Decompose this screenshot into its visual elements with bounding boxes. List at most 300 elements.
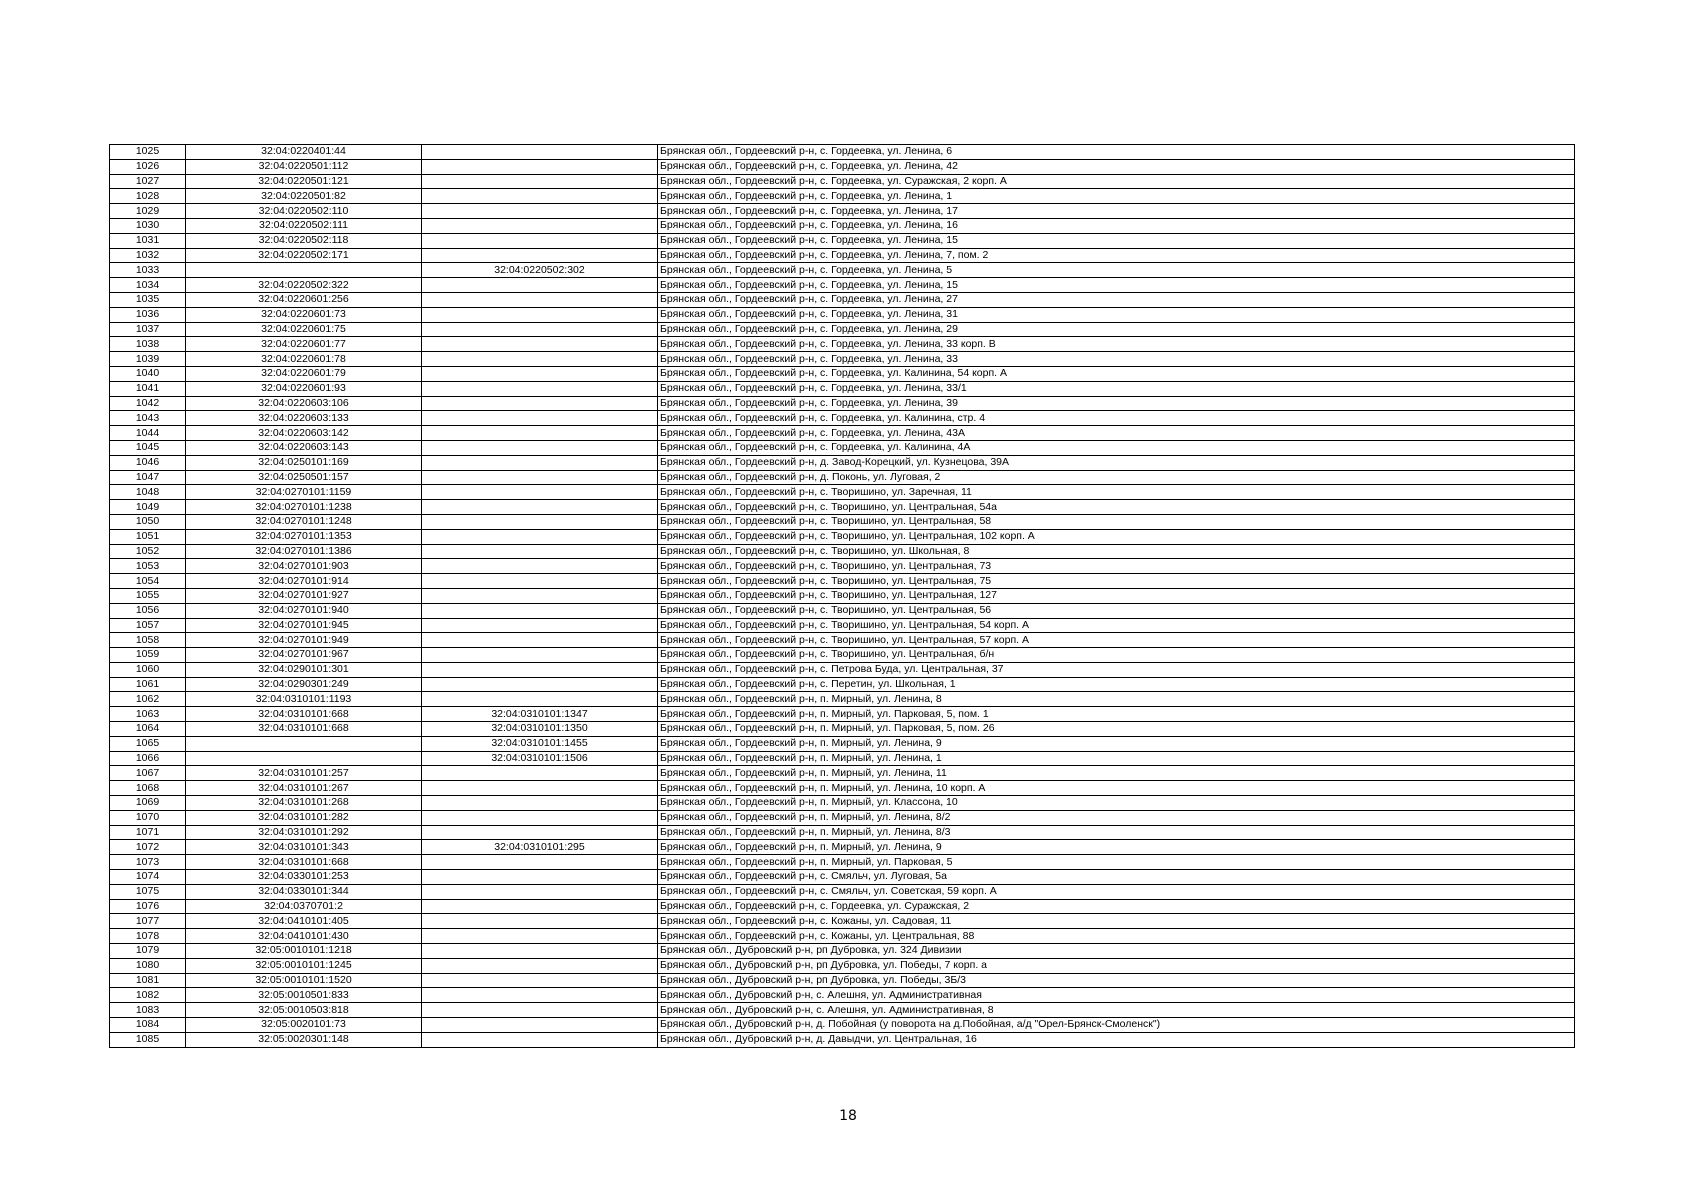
address-cell: Брянская обл., Гордеевский р-н, с. Гордеевка, ул. Суражская, 2 корп. А — [658, 174, 1575, 189]
related-cadastral-number-cell — [422, 914, 658, 929]
cadastral-number-cell: 32:04:0410101:405 — [186, 914, 422, 929]
table-row — [110, 352, 1575, 367]
table-row — [110, 988, 1575, 1003]
table-row — [110, 440, 1575, 455]
row-number-cell: 1062 — [110, 692, 186, 707]
row-number-cell: 1030 — [110, 218, 186, 233]
row-number-cell: 1085 — [110, 1032, 186, 1047]
related-cadastral-number-cell — [422, 145, 658, 160]
table-row — [110, 722, 1575, 737]
related-cadastral-number-cell — [422, 322, 658, 337]
related-cadastral-number-cell — [422, 529, 658, 544]
table-row — [110, 574, 1575, 589]
related-cadastral-number-cell — [422, 159, 658, 174]
row-number-cell: 1063 — [110, 707, 186, 722]
address-cell: Брянская обл., Гордеевский р-н, с. Смяльч, ул. Советская, 59 корп. А — [658, 884, 1575, 899]
row-number-cell: 1053 — [110, 559, 186, 574]
related-cadastral-number-cell — [422, 411, 658, 426]
related-cadastral-number-cell — [422, 810, 658, 825]
address-cell: Брянская обл., Гордеевский р-н, с. Творишино, ул. Центральная, 58 — [658, 514, 1575, 529]
table-row — [110, 870, 1575, 885]
cadastral-number-cell: 32:04:0220603:133 — [186, 411, 422, 426]
cadastral-number-cell: 32:04:0220502:118 — [186, 233, 422, 248]
related-cadastral-number-cell — [422, 662, 658, 677]
related-cadastral-number-cell — [422, 825, 658, 840]
related-cadastral-number-cell — [422, 233, 658, 248]
address-cell: Брянская обл., Гордеевский р-н, с. Гордеевка, ул. Калинина, стр. 4 — [658, 411, 1575, 426]
row-number-cell: 1081 — [110, 973, 186, 988]
row-number-cell: 1069 — [110, 796, 186, 811]
page-number: 18 — [839, 1108, 857, 1124]
table-row — [110, 426, 1575, 441]
row-number-cell: 1035 — [110, 292, 186, 307]
related-cadastral-number-cell — [422, 307, 658, 322]
cadastral-number-cell: 32:04:0310101:268 — [186, 796, 422, 811]
cadastral-number-cell: 32:04:0310101:668 — [186, 722, 422, 737]
cadastral-number-cell: 32:04:0270101:1386 — [186, 544, 422, 559]
address-cell: Брянская обл., Гордеевский р-н, с. Кожаны, ул. Центральная, 88 — [658, 929, 1575, 944]
cadastral-number-cell: 32:04:0310101:1193 — [186, 692, 422, 707]
cadastral-number-cell: 32:04:0270101:945 — [186, 618, 422, 633]
cadastral-number-cell: 32:04:0270101:903 — [186, 559, 422, 574]
address-cell: Брянская обл., Дубровский р-н, с. Алешня, ул. Административная, 8 — [658, 1003, 1575, 1018]
address-cell: Брянская обл., Гордеевский р-н, с. Гордеевка, ул. Ленина, 29 — [658, 322, 1575, 337]
related-cadastral-number-cell — [422, 485, 658, 500]
cadastral-number-cell: 32:04:0220502:171 — [186, 248, 422, 263]
table-row — [110, 810, 1575, 825]
related-cadastral-number-cell — [422, 574, 658, 589]
cadastral-number-cell — [186, 751, 422, 766]
row-number-cell: 1082 — [110, 988, 186, 1003]
related-cadastral-number-cell — [422, 455, 658, 470]
row-number-cell: 1040 — [110, 366, 186, 381]
cadastral-number-cell: 32:04:0270101:1248 — [186, 514, 422, 529]
address-cell: Брянская обл., Гордеевский р-н, с. Гордеевка, ул. Ленина, 15 — [658, 233, 1575, 248]
row-number-cell: 1041 — [110, 381, 186, 396]
table-row — [110, 396, 1575, 411]
address-cell: Брянская обл., Гордеевский р-н, п. Мирный, ул. Ленина, 8/2 — [658, 810, 1575, 825]
table-row — [110, 366, 1575, 381]
address-cell: Брянская обл., Гордеевский р-н, п. Мирный, ул. Парковая, 5, пом. 1 — [658, 707, 1575, 722]
address-cell: Брянская обл., Гордеевский р-н, с. Гордеевка, ул. Ленина, 1 — [658, 189, 1575, 204]
related-cadastral-number-cell — [422, 677, 658, 692]
address-cell: Брянская обл., Гордеевский р-н, с. Гордеевка, ул. Ленина, 33/1 — [658, 381, 1575, 396]
property-table-body — [110, 145, 1575, 1048]
address-cell: Брянская обл., Гордеевский р-н, с. Гордеевка, ул. Ленина, 5 — [658, 263, 1575, 278]
address-cell: Брянская обл., Гордеевский р-н, с. Гордеевка, ул. Ленина, 33 корп. В — [658, 337, 1575, 352]
table-row — [110, 411, 1575, 426]
related-cadastral-number-cell — [422, 292, 658, 307]
address-cell: Брянская обл., Гордеевский р-н, с. Гордеевка, ул. Ленина, 33 — [658, 352, 1575, 367]
cadastral-number-cell: 32:04:0270101:949 — [186, 633, 422, 648]
table-row — [110, 529, 1575, 544]
related-cadastral-number-cell — [422, 929, 658, 944]
table-row — [110, 751, 1575, 766]
row-number-cell: 1056 — [110, 603, 186, 618]
table-row — [110, 470, 1575, 485]
related-cadastral-number-cell — [422, 648, 658, 663]
related-cadastral-number-cell — [422, 278, 658, 293]
row-number-cell: 1032 — [110, 248, 186, 263]
row-number-cell: 1061 — [110, 677, 186, 692]
cadastral-number-cell: 32:05:0010501:833 — [186, 988, 422, 1003]
address-cell: Брянская обл., Гордеевский р-н, п. Мирный, ул. Ленина, 9 — [658, 840, 1575, 855]
row-number-cell: 1047 — [110, 470, 186, 485]
table-row — [110, 204, 1575, 219]
related-cadastral-number-cell — [422, 781, 658, 796]
row-number-cell: 1028 — [110, 189, 186, 204]
table-row — [110, 677, 1575, 692]
related-cadastral-number-cell — [422, 366, 658, 381]
cadastral-number-cell: 32:04:0410101:430 — [186, 929, 422, 944]
cadastral-number-cell: 32:04:0220601:73 — [186, 307, 422, 322]
row-number-cell: 1054 — [110, 574, 186, 589]
related-cadastral-number-cell: 32:04:0310101:1350 — [422, 722, 658, 737]
row-number-cell: 1029 — [110, 204, 186, 219]
address-cell: Брянская обл., Гордеевский р-н, п. Мирный, ул. Ленина, 11 — [658, 766, 1575, 781]
address-cell: Брянская обл., Гордеевский р-н, п. Мирный, ул. Парковая, 5, пом. 26 — [658, 722, 1575, 737]
row-number-cell: 1031 — [110, 233, 186, 248]
address-cell: Брянская обл., Гордеевский р-н, с. Творишино, ул. Заречная, 11 — [658, 485, 1575, 500]
related-cadastral-number-cell — [422, 618, 658, 633]
row-number-cell: 1068 — [110, 781, 186, 796]
row-number-cell: 1042 — [110, 396, 186, 411]
cadastral-number-cell — [186, 736, 422, 751]
address-cell: Брянская обл., Гордеевский р-н, с. Творишино, ул. Школьная, 8 — [658, 544, 1575, 559]
table-row — [110, 603, 1575, 618]
related-cadastral-number-cell — [422, 973, 658, 988]
row-number-cell: 1026 — [110, 159, 186, 174]
table-row — [110, 1018, 1575, 1033]
row-number-cell: 1074 — [110, 870, 186, 885]
table-row — [110, 337, 1575, 352]
row-number-cell: 1077 — [110, 914, 186, 929]
cadastral-number-cell: 32:04:0220502:110 — [186, 204, 422, 219]
cadastral-number-cell: 32:04:0270101:967 — [186, 648, 422, 663]
cadastral-number-cell: 32:04:0310101:292 — [186, 825, 422, 840]
address-cell: Брянская обл., Гордеевский р-н, с. Смяльч, ул. Луговая, 5а — [658, 870, 1575, 885]
address-cell: Брянская обл., Гордеевский р-н, п. Мирный, ул. Ленина, 10 корп. А — [658, 781, 1575, 796]
table-row — [110, 381, 1575, 396]
related-cadastral-number-cell — [422, 396, 658, 411]
address-cell: Брянская обл., Гордеевский р-н, д. Поконь, ул. Луговая, 2 — [658, 470, 1575, 485]
address-cell: Брянская обл., Гордеевский р-н, с. Творишино, ул. Центральная, 54а — [658, 500, 1575, 515]
row-number-cell: 1066 — [110, 751, 186, 766]
cadastral-number-cell: 32:04:0220502:111 — [186, 218, 422, 233]
table-row — [110, 1032, 1575, 1047]
related-cadastral-number-cell — [422, 988, 658, 1003]
table-row — [110, 633, 1575, 648]
table-row — [110, 825, 1575, 840]
address-cell: Брянская обл., Гордеевский р-н, с. Гордеевка, ул. Суражская, 2 — [658, 899, 1575, 914]
related-cadastral-number-cell — [422, 603, 658, 618]
table-row — [110, 559, 1575, 574]
cadastral-number-cell: 32:04:0220603:143 — [186, 440, 422, 455]
cadastral-number-cell: 32:05:0010503:818 — [186, 1003, 422, 1018]
row-number-cell: 1055 — [110, 588, 186, 603]
related-cadastral-number-cell — [422, 796, 658, 811]
table-row — [110, 707, 1575, 722]
row-number-cell: 1079 — [110, 944, 186, 959]
table-row — [110, 899, 1575, 914]
related-cadastral-number-cell: 32:04:0310101:1455 — [422, 736, 658, 751]
address-cell: Брянская обл., Гордеевский р-н, с. Гордеевка, ул. Ленина, 43А — [658, 426, 1575, 441]
table-row — [110, 618, 1575, 633]
related-cadastral-number-cell: 32:04:0310101:1347 — [422, 707, 658, 722]
cadastral-number-cell: 32:05:0020101:73 — [186, 1018, 422, 1033]
address-cell: Брянская обл., Гордеевский р-н, с. Гордеевка, ул. Ленина, 17 — [658, 204, 1575, 219]
row-number-cell: 1083 — [110, 1003, 186, 1018]
address-cell: Брянская обл., Дубровский р-н, д. Давыдчи, ул. Центральная, 16 — [658, 1032, 1575, 1047]
cadastral-number-cell: 32:04:0220501:121 — [186, 174, 422, 189]
row-number-cell: 1065 — [110, 736, 186, 751]
table-row — [110, 958, 1575, 973]
row-number-cell: 1067 — [110, 766, 186, 781]
related-cadastral-number-cell — [422, 559, 658, 574]
table-row — [110, 322, 1575, 337]
address-cell: Брянская обл., Гордеевский р-н, с. Творишино, ул. Центральная, 57 корп. А — [658, 633, 1575, 648]
cadastral-number-cell: 32:04:0310101:282 — [186, 810, 422, 825]
row-number-cell: 1057 — [110, 618, 186, 633]
related-cadastral-number-cell — [422, 189, 658, 204]
row-number-cell: 1070 — [110, 810, 186, 825]
table-row — [110, 929, 1575, 944]
table-row — [110, 796, 1575, 811]
cadastral-number-cell: 32:04:0220601:93 — [186, 381, 422, 396]
table-row — [110, 855, 1575, 870]
address-cell: Брянская обл., Дубровский р-н, с. Алешня, ул. Административная — [658, 988, 1575, 1003]
address-cell: Брянская обл., Гордеевский р-н, с. Творишино, ул. Центральная, 73 — [658, 559, 1575, 574]
table-row — [110, 189, 1575, 204]
related-cadastral-number-cell — [422, 514, 658, 529]
related-cadastral-number-cell — [422, 218, 658, 233]
table-row — [110, 514, 1575, 529]
related-cadastral-number-cell — [422, 855, 658, 870]
table-row — [110, 914, 1575, 929]
row-number-cell: 1048 — [110, 485, 186, 500]
table-row — [110, 278, 1575, 293]
address-cell: Брянская обл., Гордеевский р-н, п. Мирный, ул. Парковая, 5 — [658, 855, 1575, 870]
related-cadastral-number-cell — [422, 544, 658, 559]
row-number-cell: 1058 — [110, 633, 186, 648]
cadastral-number-cell: 32:04:0270101:940 — [186, 603, 422, 618]
related-cadastral-number-cell: 32:04:0310101:295 — [422, 840, 658, 855]
row-number-cell: 1049 — [110, 500, 186, 515]
cadastral-number-cell: 32:05:0020301:148 — [186, 1032, 422, 1047]
address-cell: Брянская обл., Гордеевский р-н, с. Гордеевка, ул. Ленина, 7, пом. 2 — [658, 248, 1575, 263]
address-cell: Брянская обл., Гордеевский р-н, с. Гордеевка, ул. Ленина, 6 — [658, 145, 1575, 160]
related-cadastral-number-cell — [422, 870, 658, 885]
table-row — [110, 174, 1575, 189]
related-cadastral-number-cell — [422, 958, 658, 973]
related-cadastral-number-cell: 32:04:0220502:302 — [422, 263, 658, 278]
cadastral-number-cell: 32:04:0310101:343 — [186, 840, 422, 855]
address-cell: Брянская обл., Дубровский р-н, рп Дубровка, ул. Победы, 7 корп. а — [658, 958, 1575, 973]
table-row — [110, 662, 1575, 677]
address-cell: Брянская обл., Гордеевский р-н, с. Перетин, ул. Школьная, 1 — [658, 677, 1575, 692]
table-row — [110, 588, 1575, 603]
table-row — [110, 648, 1575, 663]
related-cadastral-number-cell — [422, 248, 658, 263]
related-cadastral-number-cell — [422, 204, 658, 219]
address-cell: Брянская обл., Гордеевский р-н, с. Гордеевка, ул. Ленина, 42 — [658, 159, 1575, 174]
table-row — [110, 307, 1575, 322]
related-cadastral-number-cell — [422, 174, 658, 189]
row-number-cell: 1039 — [110, 352, 186, 367]
address-cell: Брянская обл., Гордеевский р-н, с. Творишино, ул. Центральная, 127 — [658, 588, 1575, 603]
row-number-cell: 1078 — [110, 929, 186, 944]
address-cell: Брянская обл., Гордеевский р-н, с. Творишино, ул. Центральная, б/н — [658, 648, 1575, 663]
address-cell: Брянская обл., Гордеевский р-н, с. Гордеевка, ул. Калинина, 54 корп. А — [658, 366, 1575, 381]
address-cell: Брянская обл., Гордеевский р-н, с. Гордеевка, ул. Ленина, 39 — [658, 396, 1575, 411]
address-cell: Брянская обл., Дубровский р-н, рп Дубровка, ул. 324 Дивизии — [658, 944, 1575, 959]
cadastral-number-cell: 32:04:0270101:1159 — [186, 485, 422, 500]
table-row — [110, 218, 1575, 233]
address-cell: Брянская обл., Гордеевский р-н, п. Мирный, ул. Ленина, 8/3 — [658, 825, 1575, 840]
cadastral-number-cell: 32:04:0220601:75 — [186, 322, 422, 337]
cadastral-number-cell: 32:04:0310101:257 — [186, 766, 422, 781]
cadastral-number-cell: 32:04:0270101:1238 — [186, 500, 422, 515]
address-cell: Брянская обл., Гордеевский р-н, с. Творишино, ул. Центральная, 54 корп. А — [658, 618, 1575, 633]
row-number-cell: 1050 — [110, 514, 186, 529]
cadastral-number-cell: 32:04:0330101:253 — [186, 870, 422, 885]
related-cadastral-number-cell — [422, 337, 658, 352]
related-cadastral-number-cell — [422, 470, 658, 485]
table-row — [110, 248, 1575, 263]
table-row — [110, 159, 1575, 174]
table-row — [110, 233, 1575, 248]
table-row — [110, 884, 1575, 899]
cadastral-number-cell: 32:05:0010101:1245 — [186, 958, 422, 973]
row-number-cell: 1076 — [110, 899, 186, 914]
address-cell: Брянская обл., Гордеевский р-н, п. Мирный, ул. Ленина, 1 — [658, 751, 1575, 766]
table-row — [110, 500, 1575, 515]
related-cadastral-number-cell — [422, 588, 658, 603]
cadastral-number-cell: 32:04:0220501:112 — [186, 159, 422, 174]
table-row — [110, 263, 1575, 278]
row-number-cell: 1027 — [110, 174, 186, 189]
related-cadastral-number-cell — [422, 1003, 658, 1018]
address-cell: Брянская обл., Гордеевский р-н, с. Гордеевка, ул. Ленина, 27 — [658, 292, 1575, 307]
related-cadastral-number-cell — [422, 1032, 658, 1047]
related-cadastral-number-cell — [422, 440, 658, 455]
address-cell: Брянская обл., Гордеевский р-н, с. Творишино, ул. Центральная, 102 корп. А — [658, 529, 1575, 544]
table-row — [110, 766, 1575, 781]
address-cell: Брянская обл., Дубровский р-н, рп Дубровка, ул. Победы, 3Б/3 — [658, 973, 1575, 988]
related-cadastral-number-cell — [422, 381, 658, 396]
row-number-cell: 1045 — [110, 440, 186, 455]
row-number-cell: 1075 — [110, 884, 186, 899]
row-number-cell: 1025 — [110, 145, 186, 160]
cadastral-number-cell — [186, 263, 422, 278]
related-cadastral-number-cell — [422, 884, 658, 899]
cadastral-number-cell: 32:04:0220501:82 — [186, 189, 422, 204]
cadastral-number-cell: 32:04:0310101:668 — [186, 707, 422, 722]
row-number-cell: 1037 — [110, 322, 186, 337]
related-cadastral-number-cell: 32:04:0310101:1506 — [422, 751, 658, 766]
address-cell: Брянская обл., Гордеевский р-н, с. Гордеевка, ул. Калинина, 4А — [658, 440, 1575, 455]
row-number-cell: 1046 — [110, 455, 186, 470]
related-cadastral-number-cell — [422, 766, 658, 781]
cadastral-number-cell: 32:04:0310101:267 — [186, 781, 422, 796]
cadastral-number-cell: 32:04:0270101:927 — [186, 588, 422, 603]
related-cadastral-number-cell — [422, 899, 658, 914]
cadastral-number-cell: 32:04:0220601:79 — [186, 366, 422, 381]
related-cadastral-number-cell — [422, 633, 658, 648]
cadastral-number-cell: 32:04:0220502:322 — [186, 278, 422, 293]
cadastral-number-cell: 32:05:0010101:1520 — [186, 973, 422, 988]
table-row — [110, 692, 1575, 707]
row-number-cell: 1084 — [110, 1018, 186, 1033]
row-number-cell: 1073 — [110, 855, 186, 870]
address-cell: Брянская обл., Гордеевский р-н, с. Гордеевка, ул. Ленина, 16 — [658, 218, 1575, 233]
related-cadastral-number-cell — [422, 500, 658, 515]
related-cadastral-number-cell — [422, 944, 658, 959]
table-row — [110, 973, 1575, 988]
table-row — [110, 1003, 1575, 1018]
property-table — [109, 144, 1575, 1048]
address-cell: Брянская обл., Гордеевский р-н, с. Гордеевка, ул. Ленина, 15 — [658, 278, 1575, 293]
cadastral-number-cell: 32:04:0370701:2 — [186, 899, 422, 914]
row-number-cell: 1051 — [110, 529, 186, 544]
row-number-cell: 1036 — [110, 307, 186, 322]
cadastral-number-cell: 32:04:0310101:668 — [186, 855, 422, 870]
row-number-cell: 1052 — [110, 544, 186, 559]
cadastral-number-cell: 32:04:0220603:106 — [186, 396, 422, 411]
cadastral-number-cell: 32:04:0250101:169 — [186, 455, 422, 470]
cadastral-number-cell: 32:04:0270101:1353 — [186, 529, 422, 544]
row-number-cell: 1043 — [110, 411, 186, 426]
related-cadastral-number-cell — [422, 1018, 658, 1033]
address-cell: Брянская обл., Гордеевский р-н, п. Мирный, ул. Ленина, 8 — [658, 692, 1575, 707]
table-row — [110, 145, 1575, 160]
row-number-cell: 1059 — [110, 648, 186, 663]
related-cadastral-number-cell — [422, 352, 658, 367]
address-cell: Брянская обл., Гордеевский р-н, с. Кожаны, ул. Садовая, 11 — [658, 914, 1575, 929]
table-row — [110, 292, 1575, 307]
related-cadastral-number-cell — [422, 692, 658, 707]
address-cell: Брянская обл., Гордеевский р-н, п. Мирный, ул. Ленина, 9 — [658, 736, 1575, 751]
row-number-cell: 1034 — [110, 278, 186, 293]
address-cell: Брянская обл., Гордеевский р-н, с. Гордеевка, ул. Ленина, 31 — [658, 307, 1575, 322]
address-cell: Брянская обл., Дубровский р-н, д. Побойная (у поворота на д.Побойная, а/д "Орел-Брянск-Смоленск") — [658, 1018, 1575, 1033]
table-row — [110, 544, 1575, 559]
address-cell: Брянская обл., Гордеевский р-н, д. Завод-Корецкий, ул. Кузнецова, 39А — [658, 455, 1575, 470]
address-cell: Брянская обл., Гордеевский р-н, с. Творишино, ул. Центральная, 56 — [658, 603, 1575, 618]
table-row — [110, 781, 1575, 796]
row-number-cell: 1044 — [110, 426, 186, 441]
table-row — [110, 485, 1575, 500]
row-number-cell: 1072 — [110, 840, 186, 855]
cadastral-number-cell: 32:04:0220601:77 — [186, 337, 422, 352]
row-number-cell: 1064 — [110, 722, 186, 737]
row-number-cell: 1038 — [110, 337, 186, 352]
table-row — [110, 736, 1575, 751]
row-number-cell: 1033 — [110, 263, 186, 278]
cadastral-number-cell: 32:04:0220601:256 — [186, 292, 422, 307]
cadastral-number-cell: 32:05:0010101:1218 — [186, 944, 422, 959]
cadastral-number-cell: 32:04:0250501:157 — [186, 470, 422, 485]
table-row — [110, 944, 1575, 959]
row-number-cell: 1080 — [110, 958, 186, 973]
cadastral-number-cell: 32:04:0330101:344 — [186, 884, 422, 899]
cadastral-number-cell: 32:04:0270101:914 — [186, 574, 422, 589]
cadastral-number-cell: 32:04:0220601:78 — [186, 352, 422, 367]
table-row — [110, 840, 1575, 855]
cadastral-number-cell: 32:04:0290101:301 — [186, 662, 422, 677]
row-number-cell: 1060 — [110, 662, 186, 677]
cadastral-number-cell: 32:04:0290301:249 — [186, 677, 422, 692]
